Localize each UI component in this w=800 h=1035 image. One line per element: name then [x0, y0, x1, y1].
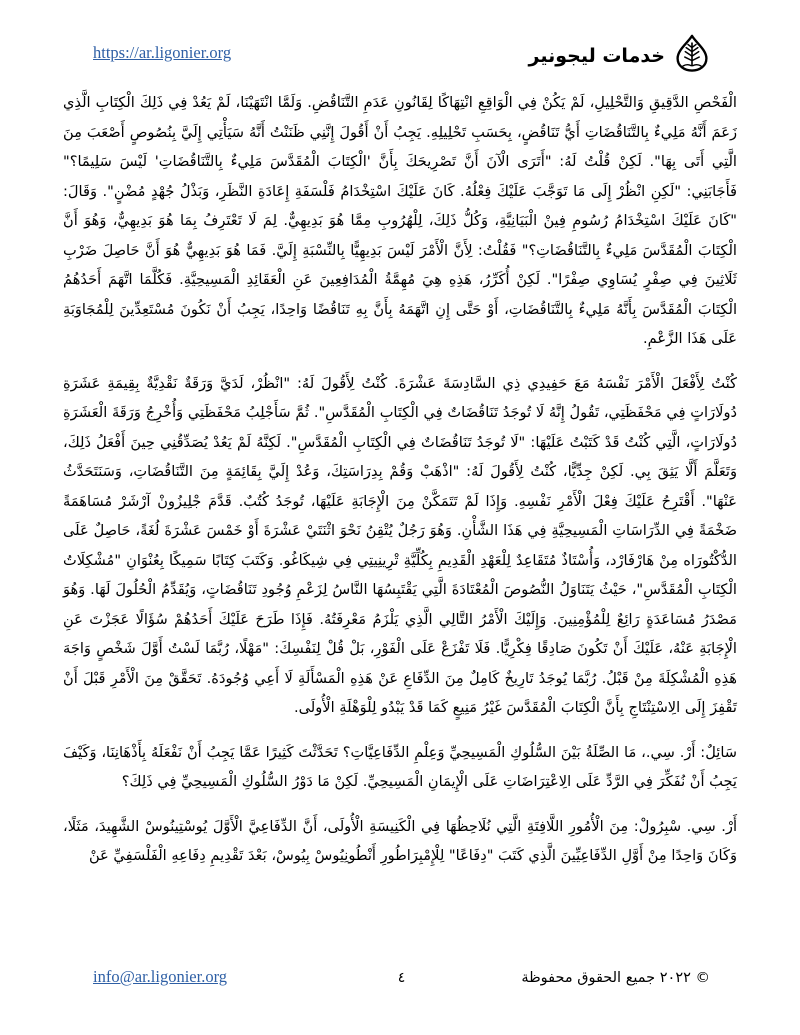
- header-brand: [529, 34, 710, 72]
- paragraph-1: الْفَحْصِ الدَّقِيقِ وَالتَّحْلِيلِ، لَمْ يَكُنْ فِي الْوَاقِعِ انْتِهَاكًا لِقَانُونِ عَدَمِ التَّنَاقُضِ. وَلَمَّا انْتَهَيْنَا، لَمْ يَعُدْ فِي ذَلِكَ الْكِتَابِ الَّذِي زَعَمَ أَنَّهُ مَلِيءٌ بِالتَّنَاقُضَاتِ أَيُّ تَنَاقُضٍ، بِحَسَبِ تَحْلِيلِهِ. يَجِبُ أَنْ أَقُولَ إِنَّنِي ظَنَنْتُ أَنَّهُ سَيَأْتِي إِلَيَّ بِنُصُوصٍ أَصْعَبَ مِنَ الَّتِي أَتَى بِهَا". لَكِنْ قُلْتُ لَهُ: "أَتَرَى الْآنَ أَنَّ تَصْرِيحَكَ بِأَنَّ 'الْكِتَابَ الْمُقَدَّسَ مَلِيءٌ بِالتَّنَاقُضَاتِ' لَيْسَ سَلِيمًا؟" فَأَجَابَنِي: "لَكِنِ انْظُرْ إِلَى مَا تَوَجَّبَ عَلَيْكَ فِعْلُهُ. كَانَ عَلَيْكَ اسْتِخْدَامُ فَلْسَفَةِ إِعَادَةِ النَّظَرِ، وَبَذْلُ جُهْدٍ مُضْنٍ". وَقَالَ: "كَانَ عَلَيْكَ اسْتِخْدَامُ رُسُومِ فِينْ الْبَيَانِيَّةِ، وَكُلُّ ذَلِكَ، لِلْهُرُوبِ مِمَّا هُوَ بَدِيهِيٌّ. لِمَ لَا تَعْتَرِفُ بِمَا هُوَ بَدِيهِيٌّ، وَهُوَ أَنَّ الْكِتَابَ الْمُقَدَّسَ مَلِيءٌ بِالتَّنَاقُضَاتِ؟" فَقُلْتُ: لِأَنَّ الْأَمْرَ لَيْسَ بَدِيهِيًّا بِالنِّسْبَةِ إِلَيَّ. فَمَا هُوَ بَدِيهِيٌّ هُوَ أَنَّ حَاصِلَ ضَرْبِ ثَلَاثِينَ فِي صِفْرٍ يُسَاوِي صِفْرًا". لَكِنْ أُكَرِّرُ، هَذِهِ هِيَ مُهِمَّةُ الْمُدَافِعِينَ عَنِ الْعَقَائِدِ الْمَسِيحِيَّةِ. فَكُلَّمَا اتَّهَمَ أَحَدُهُمُ الْكِتَابَ الْمُقَدَّسَ بِأَنَّهُ مَلِيءٌ بِالتَّنَاقُضَاتِ، أَوْ حَتَّى إِنِ اتَّهَمَهُ بِأَنَّ بِهِ تَنَاقُضًا وَاحِدًا، يَجِبُ أَنْ نَكُونَ مُسْتَعِدِّينَ لِلْمُجَاوَبَةِ عَلَى هَذَا الزَّعْمِ.: [63, 94, 737, 347]
- copyright-text: © ٢٠٢٢ جميع الحقوق محفوظة: [521, 970, 711, 986]
- page-header: [93, 34, 710, 72]
- header-url-link[interactable]: https://ar.ligonier.org: [93, 43, 232, 62]
- footer-email-link[interactable]: info@ar.ligonier.org: [93, 967, 228, 986]
- ligonier-tree-logo-icon: [674, 34, 710, 72]
- page-footer: [93, 967, 710, 987]
- site-name: خدمات ليجونير: [528, 44, 665, 67]
- paragraph-3-question: سَائِلٌ: أَرْ. سِي.، مَا الصِّلَةُ بَيْنَ السُّلُوكِ الْمَسِيحِيِّ وَعِلْمِ الدِّفَاعِيَّاتِ؟ تَحَدَّثْتَ كَثِيرًا عَمَّا يَجِبُ أَنْ نَفْعَلَهُ بِأَذْهَانِنَا، وَكَيْفَ يَجِبُ أَنْ نُفَكِّرَ فِي الرَّدِّ عَلَى الِاعْتِرَاضَاتِ عَلَى الْإِيمَانِ الْمَسِيحِيِّ. لَكِنْ مَا دَوْرُ السُّلُوكِ الْمَسِيحِيِّ فِي ذَلِكَ؟: [63, 743, 737, 790]
- footer-email-cell: [93, 967, 299, 987]
- paragraph-2: كُنْتُ لِأَفْعَلَ الْأَمْرَ نَفْسَهُ مَعَ حَفِيدِي ذِي السَّادِسَةَ عَشْرَةَ. كُنْتُ لِأَقُولَ لَهُ: "انْظُرْ، لَدَيَّ وَرَقَةٌ نَقْدِيَّةٌ بِقِيمَةِ عَشَرَةِ دُولَارَاتٍ فِي مَحْفَظَتِي، تَقُولُ إِنَّهُ لَا تُوجَدُ تَنَاقُضَاتٌ فِي الْكِتَابِ الْمُقَدَّسِ". ثُمَّ سَأَجْلِبُ مَحْفَظَتِي وَأُخْرِجُ وَرَقَةَ الْعَشَرَةِ دُولَارَاتٍ، الَّتِي كُنْتُ قَدْ كَتَبْتُ عَلَيْهَا: "لَا تُوجَدُ تَنَاقُضَاتٌ فِي الْكِتَابِ الْمُقَدَّسِ". لَكِنَّهُ لَمْ يَعُدْ يُصَدِّقُنِي حِينَ أَفْعَلُ ذَلِكَ، وَتَعَلَّمَ أَلَّا يَثِقَ بِي. لَكِنْ جِدِّيًّا، كُنْتُ لِأَقُولَ لَهُ: "اذْهَبْ وَقُمْ بِدِرَاسَتِكَ، وَعُدْ إِلَيَّ بِقَائِمَةٍ مِنَ التَّنَاقُضَاتِ، وَسَنَتَحَدَّثُ عَنْهَا". أَقْتَرِحُ عَلَيْكَ فِعْلَ الْأَمْرِ نَفْسِهِ. وَإِذَا لَمْ تَتَمَكَّنْ مِنَ الْإِجَابَةِ عَلَيْهَا، تُوجَدُ كُتُبٌ. قَدَّمَ جْلِيزُونْ آرْشَرْ مُسَاهَمَةً ضَخْمَةً فِي الدِّرَاسَاتِ الْمَسِيحِيَّةِ فِي هَذَا الشَّأْنِ. وَهُوَ رَجُلٌ يُتْقِنُ نَحْوَ اثْنَتَيْ عَشْرَةَ أَوْ خَمْسَ عَشْرَةَ لُغَةً، حَاصِلٌ عَلَى الدُّكْتُورَاه مِنْ هَارْفَارْد، وَأُسْتَاذٌ مُتَقَاعِدٌ لِلْعَهْدِ الْقَدِيمِ بِكُلِّيَّةِ تْرِينِيتِي فِي شِيكَاغُو. وَكَتَبَ كِتَابًا سَمِيكًا بِعُنْوَانِ "مُشْكِلَاتُ الْكِتَابِ الْمُقَدَّسِ"، حَيْثُ يَتَنَاوَلُ النُّصُوصَ الْمُعْتَادَةَ الَّتِي يَقْتَبِسُهَا النَّاسُ لِزَعْمِ وُجُودِ تَنَاقُضَاتٍ، وَيُقَدِّمُ الْحُلُولَ لَهَا. وَهُوَ مَصْدَرُ مُسَاعَدَةٍ رَائِعٌ لِلْمُؤْمِنِينَ. وَإِلَيْكَ الْأَمْرُ التَّالِي الَّذِي يَلْزَمُ مَعْرِفَتُهُ. فَإِذَا طَرَحَ عَلَيْكَ أَحَدُهُمْ سُؤَالًا عَجَزْتَ عَنِ الْإِجَابَةِ عَنْهُ، عَلَيْكَ أَنْ تَكُونَ صَادِقًا فِكْرِيًّا. فَلَا تَفْزَعْ عَلَى الْفَوْرِ، بَلْ قُلْ لِنَفْسِكَ: "مَهْلًا، رُبَّمَا لَسْتُ أَوَّلَ شَخْصٍ وَاجَهَ هَذِهِ الْمُشْكِلَةَ مِنْ قَبْلُ. رُبَّمَا يُوجَدُ تَارِيخٌ كَامِلٌ مِنَ الدِّفَاعِ عَنْ هَذِهِ الْمَسْأَلَةِ لَا أَعِي وُجُودَهُ. تَحَقَّقْ مِنَ الْأَمْرِ قَبْلَ أَنْ تَقْفِزَ إِلَى الِاسْتِنْتَاجِ بِأَنَّ الْكِتَابَ الْمُقَدَّسَ غَيْرُ مَنِيعٍ كَمَا قَدْ يَبْدُو لِلْوَهْلَةِ الْأُولَى.: [63, 374, 737, 716]
- page-number: ٤: [397, 970, 406, 986]
- paragraph-4-answer: أَرْ. سِي. سْبِرُولْ: مِنَ الْأُمُورِ اللَّافِتَةِ الَّتِي نُلَاحِظُهَا فِي الْكَنِيسَةِ الْأُولَى، أَنَّ الدِّفَاعِيَّ الْأَوَّلَ يُوسْتِينُوسْ الشَّهِيدَ، مَثَلًا، وَكَانَ وَاحِدًا مِنْ أَوَّلِ الدِّفَاعِيِّينَ الَّذِي كَتَبَ "دِفَاعًا" لِلْإِمْبِرَاطُورِ أَنْطُونِيُوسْ بِيُوسْ، بَعْدَ تَقْدِيمِ دِفَاعِهِ الْفَلْسَفِيِّ عَنْ: [63, 817, 737, 864]
- document-body: [63, 88, 737, 871]
